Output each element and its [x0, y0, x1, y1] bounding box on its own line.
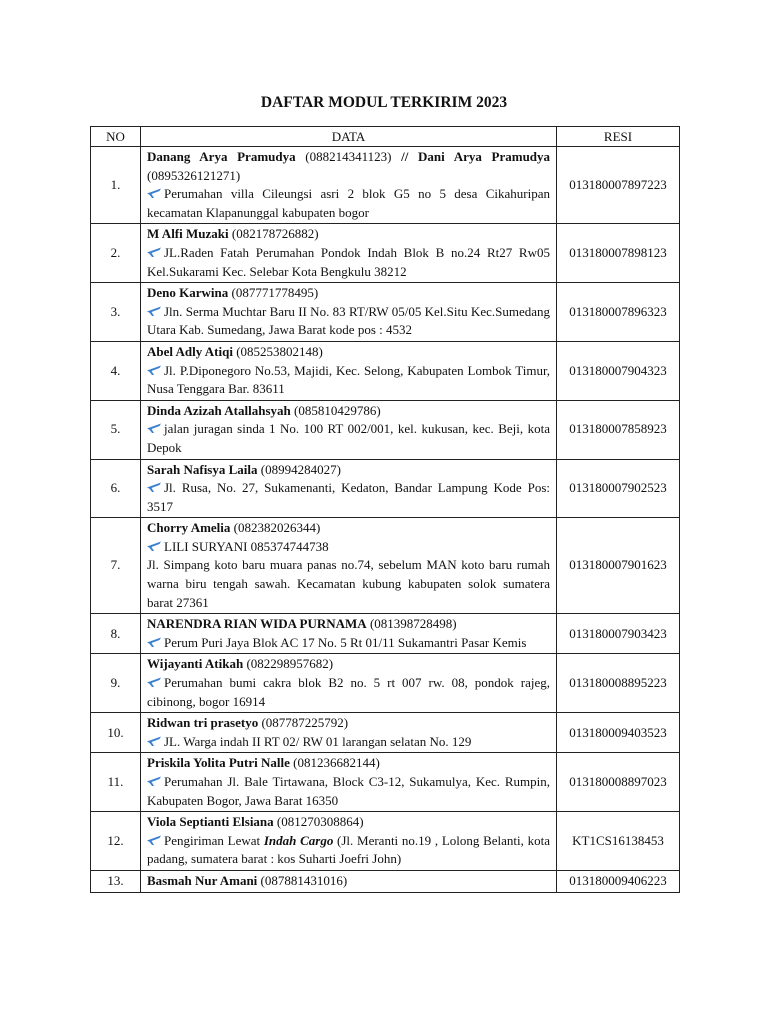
airplane-icon [147, 187, 161, 199]
resi-number: 013180009406223 [557, 870, 680, 892]
resi-number: 013180007898123 [557, 224, 680, 283]
recipient-phone: (085253802148) [236, 343, 323, 359]
airplane-icon [147, 636, 161, 648]
table-row [91, 753, 680, 812]
table-row [91, 341, 680, 400]
table-row [91, 654, 680, 713]
row-data [141, 283, 557, 342]
row-data [141, 654, 557, 713]
table-row [91, 283, 680, 342]
recipient-name: Chorry Amelia [147, 520, 231, 536]
row-data [141, 713, 557, 753]
airplane-icon [147, 481, 161, 493]
resi-number: 013180008895223 [557, 654, 680, 713]
row-data [141, 341, 557, 400]
row-number: 13. [91, 870, 141, 892]
airplane-icon [147, 422, 161, 434]
resi-number: 013180007897223 [557, 147, 680, 224]
separator: // [401, 149, 409, 164]
recipient-name: Sarah Nafisya Laila [147, 461, 258, 477]
table-row [91, 518, 680, 614]
header-data: DATA [141, 127, 557, 147]
row-number: 8. [91, 614, 141, 654]
resi-number: 013180007901623 [557, 518, 680, 614]
resi-number: 013180007904323 [557, 341, 680, 400]
courier-name: Indah Cargo [263, 832, 334, 848]
recipient-address: JL. Warga indah II RT 02/ RW 01 larangan selatan No. 129 [164, 733, 472, 749]
row-number: 12. [91, 812, 141, 871]
row-data [141, 518, 557, 614]
document-title: DAFTAR MODUL TERKIRIM 2023 [260, 94, 508, 111]
airplane-icon [147, 305, 161, 317]
recipient-name: Viola Septianti Elsiana [147, 814, 274, 830]
recipient-address: Jl. Simpang koto baru muara panas no.74, sebelum MAN koto baru rumah warna biru tengah sawah. Kecamatan kubung kabupaten solok sumatera barat 27361 [147, 557, 550, 610]
recipient-address: jalan juragan sinda 1 No. 100 RT 002/001, kel. kukusan, kec. Beji, kota Depok [147, 421, 550, 455]
resi-number: 013180008897023 [557, 753, 680, 812]
recipient-name: Ridwan tri prasetyo [147, 715, 259, 731]
table-row [91, 147, 680, 224]
recipient-address: Jl. Rusa, No. 27, Sukamenanti, Kedaton, Bandar Lampung Kode Pos: 3517 [147, 480, 550, 514]
recipient-name-alt: Dani Arya Pramudya [418, 149, 551, 164]
airplane-icon [147, 735, 161, 747]
recipient-name: Basmah Nur Amani [147, 872, 258, 888]
table-row [91, 713, 680, 753]
table-row [91, 459, 680, 518]
recipient-address: Perum Puri Jaya Blok AC 17 No. 5 Rt 01/11 Sukamantri Pasar Kemis [164, 634, 527, 650]
row-number: 7. [91, 518, 141, 614]
airplane-icon [147, 775, 161, 787]
resi-number: 013180007858923 [557, 400, 680, 459]
recipient-address: Jl. P.Diponegoro No.53, Majidi, Kec. Selong, Kabupaten Lombok Timur, Nusa Tenggara Bar. 83611 [147, 362, 550, 397]
resi-number: 013180007902523 [557, 459, 680, 518]
recipient-phone: (082178726882) [231, 226, 319, 242]
airplane-icon [147, 246, 161, 258]
recipient-name: Danang Arya Pramudya [147, 149, 296, 164]
recipient-address: JL.Raden Fatah Perumahan Pondok Indah Blok B no.24 Rt27 Rw05 Kel.Sukarami Kec. Selebar Kota Bengkulu 38212 [147, 244, 550, 279]
row-data [141, 753, 557, 812]
row-number: 2. [91, 224, 141, 283]
row-data [141, 224, 557, 283]
header-no: NO [91, 127, 141, 147]
row-number: 10. [91, 713, 141, 753]
recipient-phone: (08994284027) [260, 461, 341, 477]
airplane-icon [147, 540, 161, 552]
airplane-icon [147, 834, 161, 846]
row-number: 6. [91, 459, 141, 518]
resi-number: KT1CS16138453 [557, 812, 680, 871]
recipient-address: Perumahan Jl. Bale Tirtawana, Block C3-12, Sukamulya, Kec. Rumpin, Kabupaten Bogor, Jawa Barat 16350 [147, 774, 550, 808]
recipient-address: Perumahan villa Cileungsi asri 2 blok G5 no 5 desa Cikahuripan kecamatan Klapanunggal kabupaten bogor [147, 186, 550, 220]
recipient-phone: (087881431016) [260, 872, 348, 888]
resi-number: 013180007896323 [557, 283, 680, 342]
row-number: 5. [91, 400, 141, 459]
airplane-icon [147, 676, 161, 688]
recipient-phone: (085810429786) [294, 402, 381, 418]
row-data [141, 870, 557, 892]
recipient-address: Perumahan bumi cakra blok B2 no. 5 rt 007 rw. 08, pondok rajeg, cibinong, bogor 16914 [147, 675, 550, 709]
row-number: 9. [91, 654, 141, 713]
airplane-icon [147, 364, 161, 376]
table-row [91, 812, 680, 871]
row-number: 3. [91, 283, 141, 342]
row-data [141, 812, 557, 871]
recipient-phone: (081236682144) [293, 755, 380, 771]
recipient-phone: (081398728498) [369, 616, 457, 632]
row-data [141, 400, 557, 459]
table-header-row [91, 127, 680, 147]
row-data [141, 614, 557, 654]
recipient-phone: (081270308864) [276, 814, 364, 830]
table-row [91, 400, 680, 459]
recipient-name: M Alfi Muzaki [147, 226, 229, 242]
recipient-phone: (082298957682) [246, 656, 334, 672]
secondary-recipient: LILI SURYANI 085374744738 [164, 538, 329, 554]
recipient-address: (Jl. Meranti no.19 , Lolong Belanti, kota padang, sumatera barat : kos Suharti Joefri John) [147, 832, 550, 867]
table-row [91, 870, 680, 892]
shipping-note: Pengiriman Lewat [164, 832, 261, 848]
recipient-phone: (082382026344) [233, 520, 321, 536]
recipient-name: NARENDRA RIAN WIDA PURNAMA [147, 616, 367, 632]
row-number: 4. [91, 341, 141, 400]
resi-number: 013180007903423 [557, 614, 680, 654]
recipient-name: Deno Karwina [147, 285, 229, 301]
recipient-name: Dinda Azizah Atallahsyah [147, 402, 291, 418]
shipment-table [90, 126, 680, 893]
row-number: 1. [91, 147, 141, 224]
recipient-phone-alt: (0895326121271) [147, 167, 241, 183]
recipient-name: Abel Adly Atiqi [147, 343, 233, 359]
recipient-phone: (087771778495) [231, 285, 319, 301]
recipient-phone: (088214341123) [305, 149, 392, 164]
row-number: 11. [91, 753, 141, 812]
row-data [141, 459, 557, 518]
header-resi: RESI [557, 127, 680, 147]
row-data [141, 147, 557, 224]
resi-number: 013180009403523 [557, 713, 680, 753]
recipient-name: Priskila Yolita Putri Nalle [147, 755, 290, 771]
table-row [91, 224, 680, 283]
recipient-name: Wijayanti Atikah [147, 656, 244, 672]
table-row [91, 614, 680, 654]
recipient-address: Jln. Serma Muchtar Baru II No. 83 RT/RW 05/05 Kel.Situ Kec.Sumedang Utara Kab. Sumedang, Jawa Barat kode pos : 4532 [147, 303, 550, 338]
recipient-phone: (087787225792) [261, 715, 349, 731]
